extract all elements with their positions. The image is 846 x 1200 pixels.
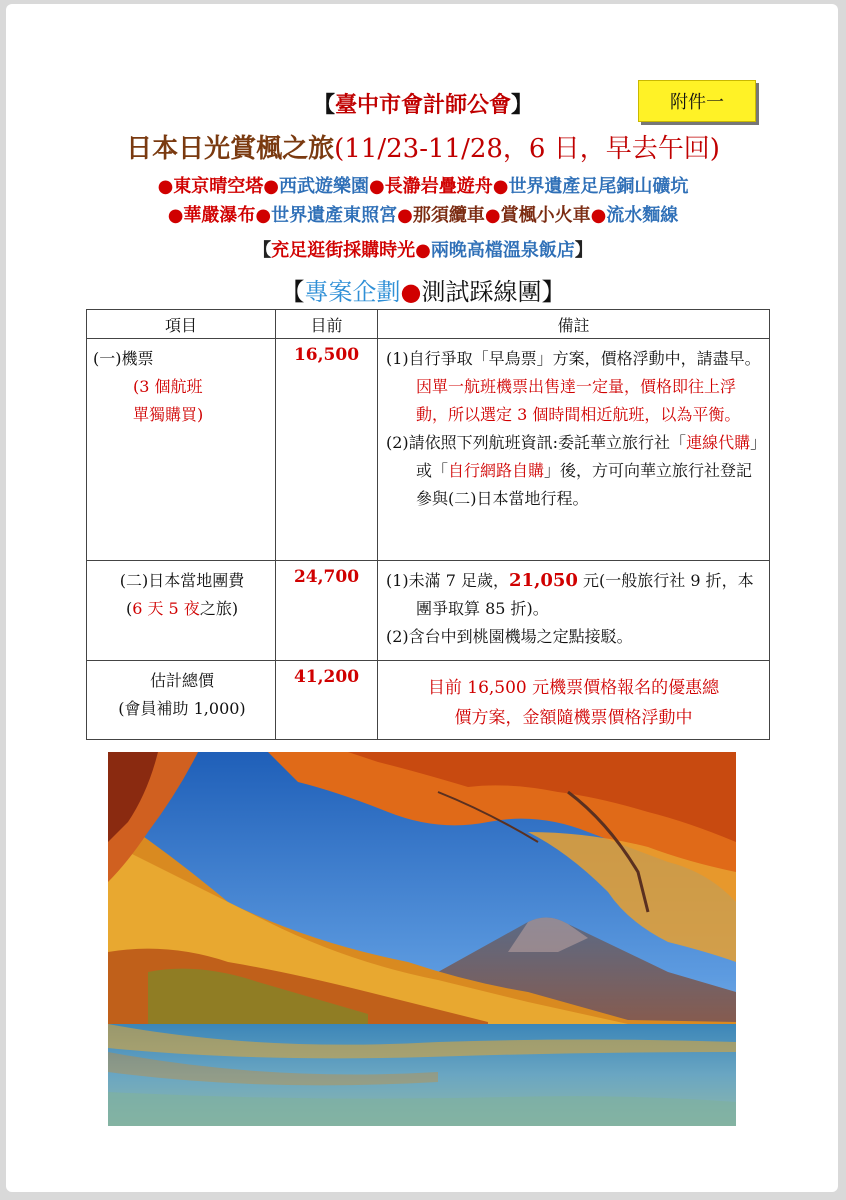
highlights-bracket-open: 【 [253, 240, 272, 261]
local-tour-sub-open: ( [125, 599, 133, 618]
spot-item: 那須纜車 [412, 205, 485, 226]
airfare-note [378, 339, 770, 561]
local-tour-note-1 [386, 567, 761, 623]
table-row [87, 661, 770, 740]
local-tour-label: (二)日本當地團費 [119, 571, 245, 590]
spot-item: 世界遺產東照宮 [271, 205, 398, 226]
total-note-line-2: 價方案，金額隨機票價格浮動中 [454, 708, 693, 728]
row-airfare-item [87, 339, 276, 561]
bullet-icon: ● [369, 176, 385, 197]
airfare-note-2d: 自行網路自購 [448, 461, 545, 480]
cost-table [86, 309, 770, 740]
local-tour-price: 24,700 [276, 561, 378, 661]
airfare-note-1b: 因單一航班機票出售達一定量，價格即往上浮動，所以選定 3 個時間相近航班，以為平衡。 [416, 377, 741, 424]
total-note-line-1: 目前 16,500 元機票價格報名的優惠總 [427, 678, 720, 698]
plan-test-tour: 測試踩線團 [421, 278, 542, 306]
header-remarks: 備註 [378, 310, 770, 339]
bullet-icon: ● [157, 176, 174, 197]
highlight-shopping: 充足逛街採購時光 [271, 240, 416, 261]
trip-title [0, 128, 846, 165]
local-tour-note [378, 561, 770, 661]
plan-project: 專案企劃 [304, 278, 401, 306]
airfare-note-2a: (2)請依照下列航班資訊:委託華立旅行社「 [386, 433, 687, 452]
spot-item: 東京晴空塔 [173, 176, 264, 197]
table-row [87, 561, 770, 661]
airfare-sub-1: (3 個航班 [133, 377, 203, 396]
trip-title-main: 日本日光賞楓之旅 [126, 134, 335, 164]
local-tour-sub [93, 595, 271, 623]
airfare-note-2c: 」或「 [416, 433, 759, 480]
airfare-label: (一)機票 [93, 349, 154, 368]
autumn-landscape-image [108, 752, 736, 1126]
spot-item: 西武遊樂園 [279, 176, 369, 197]
local-tour-sub-close: 之旅) [199, 599, 239, 618]
org-bracket-open: 【 [312, 93, 335, 118]
highlights-bracket-close: 】 [574, 240, 593, 261]
local-tour-note-1c: 元(一般旅行社 9 折，本團爭取算 85 折)。 [416, 571, 754, 618]
spots-line-2 [0, 201, 846, 227]
plan-heading [0, 272, 846, 307]
trip-title-detail: (11/23-11/28，6 日，早去午回) [334, 134, 720, 164]
highlights-line [0, 236, 846, 262]
bullet-icon: ● [590, 205, 607, 226]
bullet-icon: ● [492, 176, 509, 197]
airfare-note-1a: (1)自行爭取「早鳥票」方案，價格浮動中，請盡早。 [386, 349, 761, 368]
bullet-icon: ● [255, 205, 272, 226]
header-item: 項目 [87, 310, 276, 339]
table-header-row [87, 310, 770, 339]
total-sub: (會員補助 1,000) [118, 699, 246, 718]
total-note [378, 661, 770, 740]
attachment-label: 附件一 [670, 92, 724, 113]
local-tour-note-1a: (1)未滿 7 足歲， [386, 571, 510, 590]
bullet-icon: ● [415, 240, 431, 261]
spot-item: 長瀞岩疊遊舟 [384, 176, 493, 197]
bullet-icon: ● [397, 205, 413, 226]
row-local-tour-item [87, 561, 276, 661]
airfare-note-2b: 連線代購 [686, 433, 751, 452]
total-label: 估計總價 [149, 671, 214, 690]
bullet-icon: ● [400, 278, 422, 306]
local-tour-duration: 6 天 5 夜 [132, 599, 200, 618]
org-name: 臺中市會計師公會 [334, 93, 511, 118]
spot-item: 賞楓小火車 [500, 205, 591, 226]
airfare-price: 16,500 [276, 339, 378, 561]
airfare-note-2e: 」後，方可向華立旅行社登記參與(二)日本當地行程。 [416, 461, 753, 508]
autumn-lake-photo [108, 752, 736, 1126]
table-row [87, 339, 770, 561]
bullet-icon: ● [167, 205, 184, 226]
local-tour-note-2: (2)含台中到桃園機場之定點接駁。 [386, 627, 633, 646]
total-price: 41,200 [276, 661, 378, 740]
header-current: 目前 [276, 310, 378, 339]
org-bracket-close: 】 [511, 93, 534, 118]
plan-bracket-open: 【 [280, 278, 305, 306]
bullet-icon: ● [484, 205, 501, 226]
spot-item: 流水麵線 [606, 205, 679, 226]
bullet-icon: ● [263, 176, 279, 197]
airfare-note-2 [386, 429, 761, 513]
airfare-sub-2: 單獨購買) [133, 405, 204, 424]
airfare-note-1 [386, 345, 761, 429]
spots-line-1 [0, 172, 846, 198]
plan-bracket-close: 】 [541, 278, 566, 306]
spot-item: 華嚴瀑布 [183, 205, 256, 226]
organization-title [0, 88, 846, 119]
highlight-hotel: 兩晚高檔溫泉飯店 [430, 240, 575, 261]
child-price: 21,050 [509, 570, 578, 591]
spot-item: 世界遺產足尾銅山礦坑 [508, 176, 689, 197]
row-total-item [87, 661, 276, 740]
